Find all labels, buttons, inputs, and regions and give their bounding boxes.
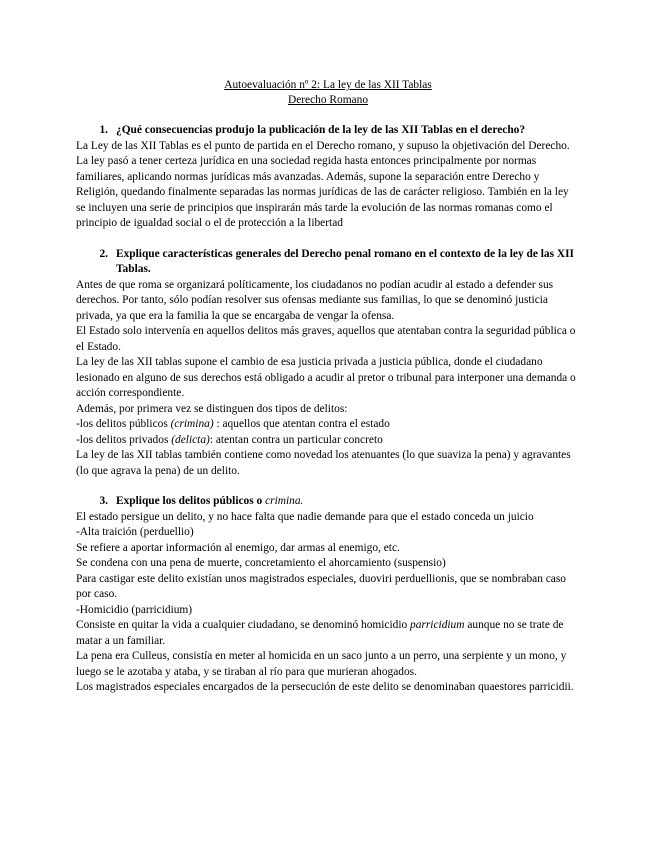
paragraph: El estado persigue un delito, y no hace falta que nadie demande para que el estado conceda un juicio [76,510,534,523]
section-question: Explique características generales del Derecho penal romano en el contexto de la ley de las XII Tablas. [116,247,574,275]
section-question: Explique los delitos públicos o [116,495,266,507]
paragraph: La pena era Culleus, consistía en meter al homicida en un saco junto a un perro, una serpiente y un mono, y luego se le azotaba y ataba, y se tiraban al río para que murieran ahogados. [76,650,567,678]
paragraph: La Ley de las XII Tablas es el punto de partida en el Derecho romano, y supuso la objetivación del Derecho. [76,139,570,152]
latin-term: (crimina) [170,418,214,430]
section-number: 2. [99,247,108,260]
delito-item: -los delitos privados (delicta): atentan contra un particular concreto [76,433,383,446]
section-question: ¿Qué consecuencias produjo la publicación de la ley de las XII Tablas en el derecho? [116,124,526,136]
paragraph: La ley de las XII tablas también contiene como novedad los atenuantes (lo que suaviza la pena) y agravantes (lo que agrava la pena) de un delito. [76,449,571,477]
section-number: 1. [99,124,108,136]
paragraph: Se refiere a aportar información al enemigo, dar armas al enemigo, etc. [76,541,400,554]
paragraph: Antes de que roma se organizará políticamente, los ciudadanos no podían acudir al estado a defender sus derechos. Por tanto, sólo podían resolver sus ofensas mediante sus familias, lo que se denominó justicia privada, ya que era la familia la que se encargaba de vengar la ofensa. [76,278,554,322]
paragraph: -Alta traición (perduellio) [76,526,194,538]
paragraph: La ley de las XII tablas supone el cambio de esa justicia privada a justicia pública, donde el ciudadano lesionado en alguno de sus derechos está obligado a acudir al pretor o tribunal para interponer una demanda o acción correspondiente. [76,356,576,399]
section-3-heading [76,494,580,510]
document-title: Autoevaluación nº 2: La ley de las XII Tablas [224,79,432,91]
latin-term: (delicta) [171,433,210,446]
document-subtitle: Derecho Romano [287,94,369,106]
paragraph: El Estado solo intervenía en aquellos delitos más graves, aquellos que atentaban contra la seguridad pública o el Estado. [76,325,576,353]
delito-item: -los delitos públicos (crimina) : aquellos que atentan contra el estado [76,418,390,430]
section-number: 3. [99,495,108,507]
section-2-heading [76,247,580,278]
paragraph: La ley pasó a tener certeza jurídica en una sociedad regida hasta entonces principalmente por normas familiares, aplicando normas jurídicas más avanzadas. Además, supone la separación entre Derecho y Religión, quedando finalmente separadas las normas jurídicas de las de carácter religioso. También en la ley se incluyen una serie de principios que inspirarán más tarde la evolución de las normas romanas como el principio de igualdad social o el de protección a la libertad [76,155,569,229]
paragraph: Se condena con una pena de muerte, concretamiento el ahorcamiento (suspensio) [76,557,446,569]
paragraph: Consiste en quitar la vida a cualquier ciudadano, se denominó homicidio parricidium aunque no se trate de matar a un familiar. [76,619,564,647]
latin-term: parricidium [410,619,465,631]
section-1-heading [76,123,580,139]
paragraph: -Homicidio (parricidium) [76,603,193,616]
document-page [76,78,580,696]
paragraph: Además, por primera vez se distinguen dos tipos de delitos: [76,402,348,415]
latin-term: crimina. [265,495,304,507]
paragraph: Para castigar este delito existían unos magistrados especiales, duoviri perduellionis, que se nombraban caso por caso. [76,572,566,600]
paragraph: Los magistrados especiales encargados de la persecución de este delito se denominaban quaestores parricidii. [76,681,574,693]
